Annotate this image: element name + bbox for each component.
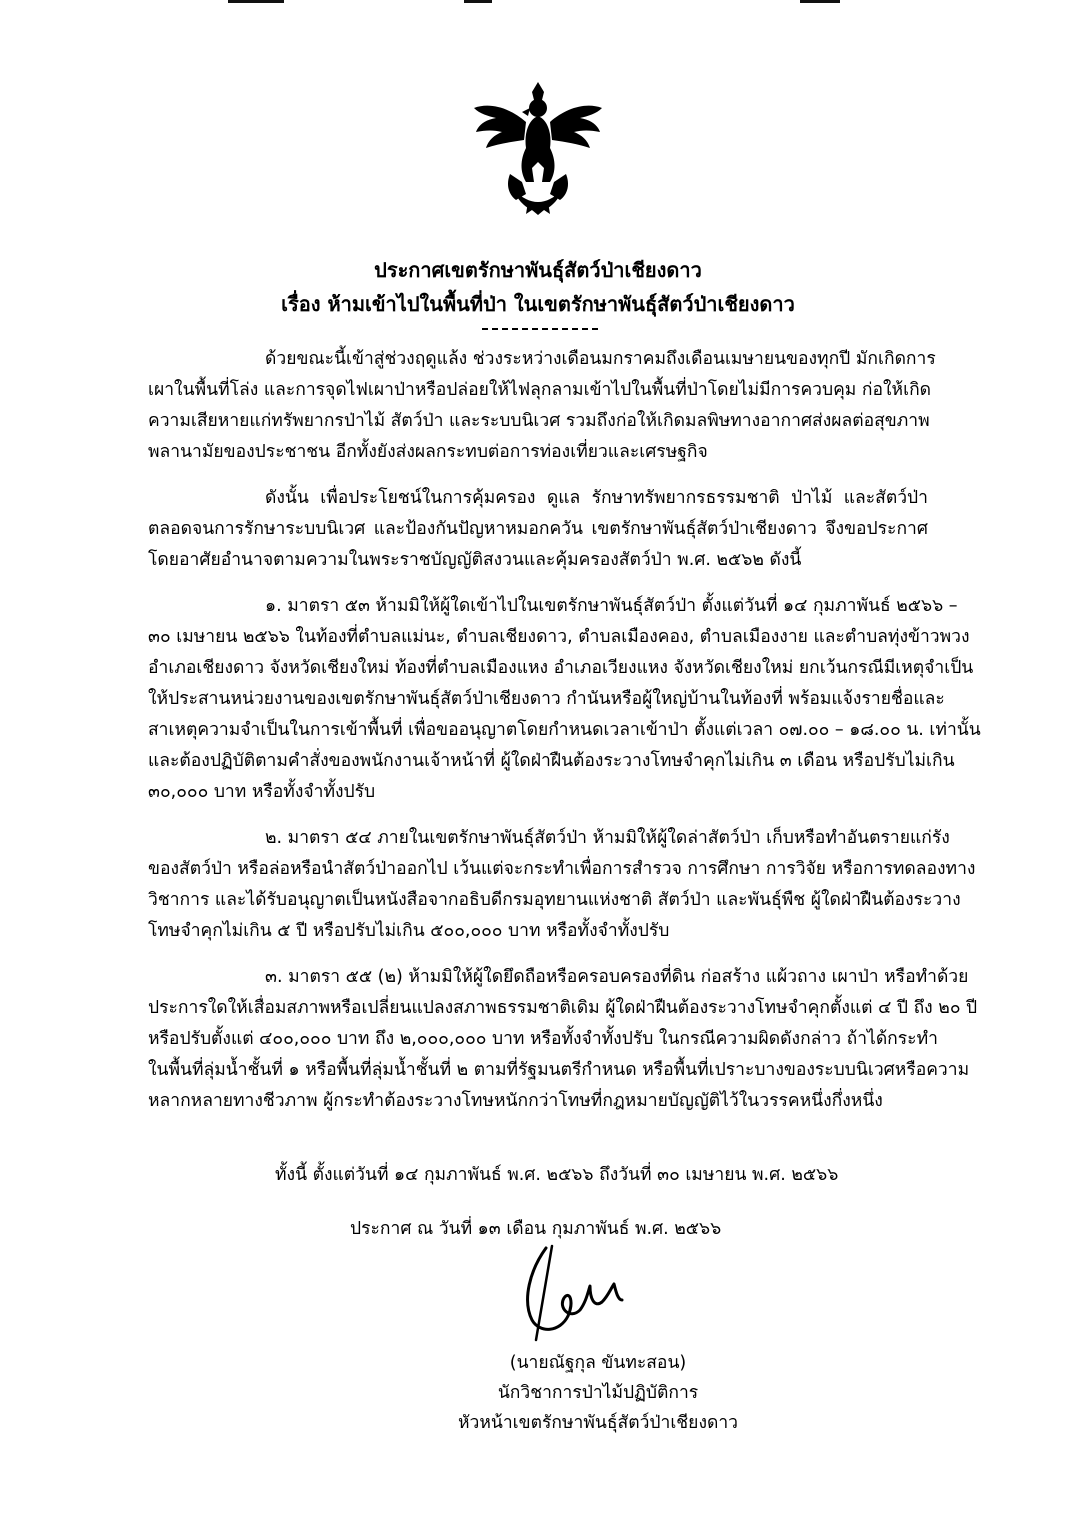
- body-line: หลากหลายทางชีวภาพ ผู้กระทำต้องระวางโทษหนักกว่าโทษที่กฎหมายบัญญัติไว้ในวรรคหนึ่งกึ่งหนึ่ง: [148, 1091, 883, 1111]
- body-line: หรือปรับตั้งแต่ ๔๐๐,๐๐๐ บาท ถึง ๒,๐๐๐,๐๐๐ บาท หรือทั้งจำทั้งปรับ ในกรณีความผิดดังกล่าว ถ้าได้กระทำ: [148, 1029, 938, 1049]
- body-line: ด้วยขณะนี้เข้าสู่ช่วงฤดูแล้ง ช่วงระหว่างเดือนมกราคมถึงเดือนเมษายนของทุกปี มักเกิดการ: [265, 349, 936, 369]
- body-line: ตลอดจนการรักษาระบบนิเวศ และป้องกันปัญหาหมอกควัน เขตรักษาพันธุ์สัตว์ป่าเชียงดาว จึงขอประกาศ: [148, 519, 928, 539]
- announcement-date: ประกาศ ณ วันที่ ๑๓ เดือน กุมภาพันธ์ พ.ศ. ๒๕๖๖: [350, 1219, 722, 1239]
- garuda-emblem-icon: [470, 78, 606, 216]
- body-line: วิชาการ และได้รับอนุญาตเป็นหนังสือจากอธิบดีกรมอุทยานแห่งชาติ สัตว์ป่า และพันธุ์พืช ผู้ใดฝ่าฝืนต้องระวาง: [148, 890, 961, 910]
- body-line: ๓๐ เมษายน ๒๕๖๖ ในท้องที่ตำบลแม่นะ, ตำบลเชียงดาว, ตำบลเมืองคอง, ตำบลเมืองงาย และตำบลทุ่งข้าวพวง: [148, 627, 970, 647]
- scan-mark: [464, 0, 492, 3]
- body-line: เผาในพื้นที่โล่ง และการจุดไฟเผาป่าหรือปล่อยให้ไฟลุกลามเข้าไปในพื้นที่ป่าโดยไม่มีการควบคุม ก่อให้เกิด: [148, 380, 932, 400]
- body-line: โทษจำคุกไม่เกิน ๕ ปี หรือปรับไม่เกิน ๕๐๐,๐๐๐ บาท หรือทั้งจำทั้งปรับ: [148, 921, 670, 941]
- body-line: ของสัตว์ป่า หรือล่อหรือนำสัตว์ป่าออกไป เว้นแต่จะกระทำเพื่อการสำรวจ การศึกษา การวิจัย หรือการทดลองทาง: [148, 859, 976, 879]
- effective-period: ทั้งนี้ ตั้งแต่วันที่ ๑๔ กุมภาพันธ์ พ.ศ. ๒๕๖๖ ถึงวันที่ ๓๐ เมษายน พ.ศ. ๒๕๖๖: [275, 1165, 839, 1185]
- document-subject: เรื่อง ห้ามเข้าไปในพื้นที่ป่า ในเขตรักษาพันธุ์สัตว์ป่าเชียงดาว: [281, 292, 795, 316]
- body-line: ในพื้นที่ลุ่มน้ำชั้นที่ ๑ หรือพื้นที่ลุ่มน้ำชั้นที่ ๒ ตามที่รัฐมนตรีกำหนด หรือพื้นที่เปราะบางของระบบนิเวศหรือความ: [148, 1060, 970, 1080]
- body-line: ๓. มาตรา ๕๕ (๒) ห้ามมิให้ผู้ใดยึดถือหรือครอบครองที่ดิน ก่อสร้าง แผ้วถาง เผาป่า หรือทำด้วย: [265, 967, 969, 987]
- body-line: ๓๐,๐๐๐ บาท หรือทั้งจำทั้งปรับ: [148, 782, 376, 802]
- body-line: พลานามัยของประชาชน อีกทั้งยังส่งผลกระทบต่อการท่องเที่ยวและเศรษฐกิจ: [148, 442, 708, 462]
- body-line: ให้ประสานหน่วยงานของเขตรักษาพันธุ์สัตว์ป่าเชียงดาว กำนันหรือผู้ใหญ่บ้านในท้องที่ พร้อมแจ้งรายชื่อและ: [148, 689, 945, 709]
- signer-position: นักวิชาการป่าไม้ปฏิบัติการ: [497, 1383, 699, 1403]
- signature-icon: [510, 1240, 630, 1350]
- body-line: ความเสียหายแก่ทรัพยากรป่าไม้ สัตว์ป่า และระบบนิเวศ รวมถึงก่อให้เกิดมลพิษทางอากาศส่งผลต่อสุขภาพ: [148, 411, 930, 431]
- header-divider: [482, 328, 598, 330]
- document-title: ประกาศเขตรักษาพันธุ์สัตว์ป่าเชียงดาว: [374, 258, 702, 282]
- scan-mark: [800, 0, 840, 3]
- body-line: ๒. มาตรา ๕๔ ภายในเขตรักษาพันธุ์สัตว์ป่า ห้ามมิให้ผู้ใดล่าสัตว์ป่า เก็บหรือทำอันตรายแก่รัง: [265, 828, 950, 848]
- body-line: ดังนั้น เพื่อประโยชน์ในการคุ้มครอง ดูแล รักษาทรัพยากรธรรมชาติ ป่าไม้ และสัตว์ป่า: [265, 488, 928, 508]
- body-line: โดยอาศัยอำนาจตามความในพระราชบัญญัติสงวนและคุ้มครองสัตว์ป่า พ.ศ. ๒๕๖๒ ดังนี้: [148, 550, 802, 570]
- body-line: สาเหตุความจำเป็นในการเข้าพื้นที่ เพื่อขออนุญาตโดยกำหนดเวลาเข้าป่า ตั้งแต่เวลา ๐๗.๐๐ – ๑๘.๐๐ น. เท่านั้น: [148, 720, 981, 740]
- body-line: ๑. มาตรา ๕๓ ห้ามมิให้ผู้ใดเข้าไปในเขตรักษาพันธุ์สัตว์ป่า ตั้งแต่วันที่ ๑๔ กุมภาพันธ์ ๒๕๖๖ –: [265, 596, 958, 616]
- body-line: และต้องปฏิบัติตามคำสั่งของพนักงานเจ้าหน้าที่ ผู้ใดฝ่าฝืนต้องระวางโทษจำคุกไม่เกิน ๓ เดือน หรือปรับไม่เกิน: [148, 751, 955, 771]
- signer-name: (นายณัฐกุล ขันทะสอน): [509, 1353, 687, 1373]
- signer-title: หัวหน้าเขตรักษาพันธุ์สัตว์ป่าเชียงดาว: [457, 1413, 739, 1433]
- body-line: ประการใดให้เสื่อมสภาพหรือเปลี่ยนแปลงสภาพธรรมชาติเดิม ผู้ใดฝ่าฝืนต้องระวางโทษจำคุกตั้งแต่ ๔ ปี ถึง ๒๐ ปี: [148, 998, 978, 1018]
- body-line: อำเภอเชียงดาว จังหวัดเชียงใหม่ ท้องที่ตำบลเมืองแหง อำเภอเวียงแหง จังหวัดเชียงใหม่ ยกเว้นกรณีมีเหตุจำเป็น: [148, 658, 974, 678]
- scan-mark: [228, 0, 284, 3]
